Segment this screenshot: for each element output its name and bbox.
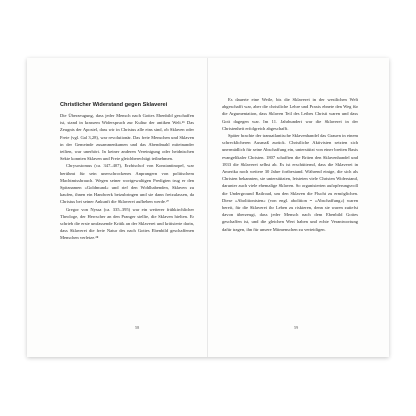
paragraph: Gregor von Nyssa (ca. 335–395) war ein weiterer frühkirchlicher Theologe, der Herrscher an den Pranger stellte, die Sklaven hielten. Er schrieb die erste umfassende Kritik an der Sklaverei und kritisierte darin, dass Sklaverei die freie Natur des nach Gottes Ebenbild geschaffenen Menschen verletze.²⁸ [60,206,194,241]
paragraph: Chrysostomus (ca. 347–407), Erzbischof von Konstantinopel, war berühmt für sein unerschrockenes Anprangern von politischem Machtmissbrauch. Wegen seiner wortgewaltigen Predigten trug er den Spitznamen »Goldmund« und rief den Wohlhabenden, Sklaven zu kaufen, ihnen ein Handwerk beizubringen und sie dann freizulassen, da Christus bei seiner Ankunft die Sklaverei aufheben werde.²⁷ [60,163,194,205]
book-spread [27,58,389,357]
left-page [27,58,208,357]
right-page [208,58,389,357]
page-number: 58 [135,325,140,330]
paragraph: Es dauerte eine Weile, bis die Sklaverei in der westlichen Welt abgeschafft war, aber die christliche Lehre und Praxis ebnete den Weg für die Argumentation, dass Sklaven Teil des Leibes Christi waren und dass Gott dagegen war. Im 11. Jahrhundert war die Sklaverei in der Christenheit erfolgreich abgeschafft. [222,97,358,131]
section-heading: Christlicher Widerstand gegen Sklaverei [60,102,168,108]
page-number: 59 [294,325,299,330]
paragraph: Die Überzeugung, dass jeder Mensch nach Gottes Ebenbild geschaffen ist, stand in krassem Widerspruch zur Kultur der antiken Welt.²⁶ Das Zeugnis der Apostel, dass wir in Christus alle eins sind, ob Sklaven oder Freie (vgl. Gal 3,28), war revolutionär. Das freie Menschen und Sklaven in der Gemeinde zusammenkamen und das Abendmahl miteinander teilten, war unerhört. In keiner anderen Vereinigung oder heidnischen Sekte konnten Sklaven und Freie gleichberechtigt teilnehmen. [60,113,194,162]
paragraph: Später brachte der transatlantische Sklavenhandel das Grauen in einem schrecklicheren Ausmaß zurück. Christliche Aktivisten setzten sich unermüdlich für seine Abschaffung ein, unterstützt von einer breiten Basis evangelikaler Christen. 1807 schafften die Briten den Sklavenhandel und 1833 die Sklaverei selbst ab. Es ist erschütternd, dass die Sklaverei in Amerika noch weitere 30 Jahre fortbestand. Während einige, die sich als Christen bekannten, sie unterstützten, leisteten viele Christen Widerstand, darunter auch viele ehemalige Sklaven. So organisierten aufopferungsvoll die Underground Railroad, um den Sklaven die Flucht zu ermöglichen. Diese »Abolitionisten« (von engl. abolition = »Abschaffung«) waren bereit, für die Sklaverei ihr Leben zu riskieren, denn sie waren zutiefst davon überzeugt, dass jeder Mensch nach dem Ebenbild Gottes geschaffen ist, und die gleichen Wert haben und echte Verantwortung dafür tragen, ihn für unsere Mitmenschen zu verteidigen. [222,133,358,232]
